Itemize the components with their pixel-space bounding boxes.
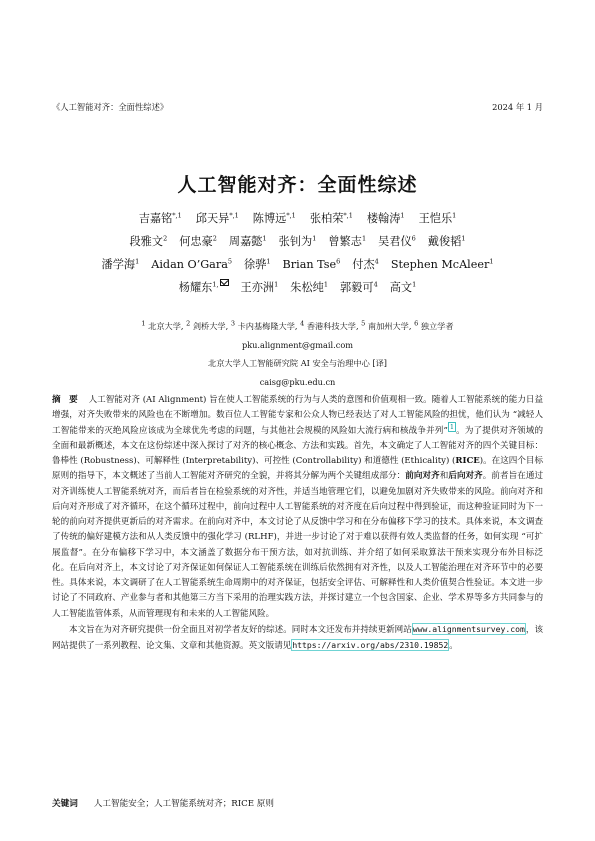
abstract-text: ，该网站提供了一系列教程、论文集、文章和其他资源。英文版请见 (52, 624, 543, 651)
author-affiliation-sup: 5 (227, 257, 233, 266)
author-affiliation-sup: 1 (262, 234, 267, 243)
author-name: Aidan O’Gara$^5$ (151, 257, 233, 271)
contact-email[interactable]: pku.alignment@gmail.com (241, 339, 354, 350)
author-name: 潘学海$^1$ (101, 257, 140, 271)
author-name: 张柏荣$^{*,1}$ (309, 211, 353, 225)
author-affiliation-sup: 1 (412, 280, 417, 289)
author-affiliation-sup: 1 (312, 234, 317, 243)
author-affiliation-sup: 1 (489, 257, 494, 266)
abstract-text: 。为了提供对齐领域的全面和最新概述，本文在这份综述中深入探讨了对齐的核心概念、方法和实践。首先，本文确定了人工智能对齐的四个关键目标：鲁棒性 (Robustness)、可解释性 (Interpretability)、可控性 (Controllability) 和道德性 (Ethicality) ( (52, 425, 543, 466)
author-affiliation-sup: *,1 (343, 211, 353, 220)
author-affiliation-sup: 1 (135, 257, 140, 266)
affiliations (0, 317, 595, 391)
author-name: 段雅文$^2$ (129, 234, 168, 248)
affiliation-item: $^2$ 剑桥大学, (186, 319, 231, 331)
website-link[interactable]: www.alignmentsurvey.com (412, 623, 525, 634)
abstract (52, 393, 543, 654)
author-affiliation-sup: 2 (163, 234, 168, 243)
abstract-paragraph-2 (52, 622, 543, 655)
keywords-text: 人工智能安全；人工智能系统对齐；RICE 原则 (93, 799, 274, 809)
author-affiliation-sup: *,1 (172, 211, 182, 220)
affiliation-list (0, 317, 595, 336)
affiliation-item: $^6$ 独立学者 (414, 319, 454, 331)
author-list (40, 207, 555, 299)
author-affiliation-sup: *,1 (286, 211, 296, 220)
author-name: 吴君仪$^6$ (378, 234, 416, 248)
author-name: 朱松纯$^1$ (290, 280, 328, 294)
author-line-2 (40, 230, 555, 253)
abstract-text: 。 (449, 641, 458, 651)
author-affiliation-sup: 1 (461, 234, 466, 243)
envelope-icon[interactable] (220, 279, 229, 286)
author-name: 何忠豪$^2$ (179, 234, 217, 248)
header-title: 《人工智能对齐：全面性综述》 (52, 102, 169, 112)
author-name: 杨耀东$^{1,}$ (179, 281, 229, 294)
author-affiliation-sup: 6 (411, 234, 416, 243)
author-affiliation-sup: *,1 (229, 211, 239, 220)
author-name: Stephen McAleer$^1$ (390, 257, 494, 271)
author-name: 戴俊韬$^1$ (427, 234, 466, 248)
author-name: 张钊为$^1$ (278, 234, 317, 248)
author-affiliation-sup: 1 (361, 234, 367, 243)
author-affiliation-sup: 1 (400, 211, 405, 220)
author-line-1 (40, 207, 555, 230)
affiliation-item: $^5$ 南加州大学, (361, 319, 415, 331)
author-affiliation-sup: 4 (374, 257, 379, 266)
author-name: 周嘉懿$^1$ (228, 234, 267, 248)
abstract-text: 。前者旨在通过对齐训练使人工智能系统对齐，而后者旨在检验系统的对齐性，并适当地管理它们，以避免加剧对齐失败带来的风险。前向对齐和后向对齐形成了对齐循环，在这个循环过程中，前向过程中人工智能系统的对齐度在后向过程中得到验证，而这种验证同时为下一轮的前向对齐提供更新后的对齐需求。在前向对齐中，本文讨论了从反馈中学习和在分布偏移下学习的技术。具体来说，本文调查了传统的偏好建模方法和从人类反馈中的强化学习 (RLHF)，并进一步讨论了对于难以获得有效人类监督的任务，如何实现 “可扩展监督”。在分布偏移下学习中，本文涵盖了数据分布干预方法，如对抗训练、并介绍了如何采取算法干预来实现分布外目标泛化。在后向对齐上，本文讨论了对齐保证如何保证人工智能系统在训练后依然拥有对齐性，以及人工智能治理在对齐环节中的必要性。具体来说，本文调研了在人工智能系统生命周期中的对齐保证，包括安全评估、可解释性和人类价值契合性验证。本文进一步讨论了不同政府、产业参与者和其他第三方当下采用的治理实践方法，并探讨建立一个包含国家、企业、学术界等多方共同参与的人工智能监管体系，从而管理现有和未来的人工智能风险。 (52, 471, 544, 619)
author-name: 高文$^1$ (389, 280, 417, 294)
keywords (52, 797, 274, 809)
author-name: 郭毅可$^4$ (339, 280, 378, 294)
affiliation-item: $^3$ 卡内基梅隆大学, (230, 319, 301, 331)
author-name: 陈博远$^{*,1}$ (252, 211, 296, 225)
forward-alignment-term: 前向对齐 (405, 471, 440, 482)
abstract-text: 和 (439, 471, 449, 482)
author-name: 王亦洲$^1$ (240, 280, 279, 294)
author-name: 楼翰涛$^1$ (366, 211, 405, 225)
author-affiliation-sup: 1 (452, 211, 457, 220)
keywords-label: 关键词 (52, 799, 78, 809)
affiliation-item: $^1$ 北京大学, (141, 319, 187, 331)
header-date: 2024 年 1 月 (492, 102, 543, 112)
citation-link[interactable]: 1 (449, 422, 454, 431)
backward-alignment-term: 后向对齐 (448, 471, 483, 482)
author-name: 邱天异$^{*,1}$ (195, 211, 239, 225)
paper-title: 人工智能对齐：全面性综述 (177, 174, 418, 196)
abstract-text: 人工智能对齐 (AI Alignment) 旨在使人工智能系统的行为与人类的意图和价值观相一致。随着人工智能系统的能力日益增强，对齐失败带来的风险也在不断增加。数百位人工智能专家和公众人物已经表达了对人工智能风险的担忧，他们认为 “减轻人工智能带来的灭绝风险应该成为全球优先考虑的问题，与其他社会规模的风险如大流行病和核战争并列” (52, 395, 543, 436)
author-name: 付杰$^4$ (352, 257, 379, 271)
author-affiliation-sup: 1 (323, 280, 328, 289)
author-name: 吉嘉铭$^{*,1}$ (138, 211, 182, 225)
center-email[interactable]: caisg@pku.edu.cn (259, 376, 336, 387)
author-line-3 (40, 253, 555, 276)
affiliation-item: $^4$ 香港科技大学, (300, 319, 362, 331)
abstract-paragraph-1 (52, 393, 543, 622)
running-header (52, 101, 543, 113)
author-affiliation-sup: 2 (212, 234, 217, 243)
arxiv-link[interactable]: https://arxiv.org/abs/2310.19852 (292, 640, 449, 650)
author-affiliation-sup: 1, (212, 280, 219, 289)
author-affiliation-sup: 6 (336, 257, 341, 266)
author-name: Brian Tse$^6$ (282, 257, 341, 271)
author-name: 王恺乐$^1$ (418, 211, 457, 225)
author-affiliation-sup: 1 (266, 257, 271, 266)
abstract-text: 本文旨在为对齐研究提供一份全面且对初学者友好的综述。同时本文还发布并持续更新网站 (69, 624, 412, 635)
rice-term: RICE (455, 456, 480, 466)
author-affiliation-sup: 1 (274, 280, 279, 289)
author-line-4 (40, 276, 555, 299)
author-affiliation-sup: 4 (373, 280, 378, 289)
author-name: 徐骅$^1$ (244, 257, 271, 271)
abstract-label: 摘 要 (52, 395, 78, 405)
translation-credit: 北京大学人工智能研究院 AI 安全与治理中心 [译] (208, 358, 387, 368)
author-name: 曾繁志$^1$ (328, 234, 367, 248)
abstract-text: )。在这四个目标原则的指导下，本文概述了当前人工智能对齐研究的全貌，并将其分解为两个关键组成部分： (52, 456, 543, 482)
